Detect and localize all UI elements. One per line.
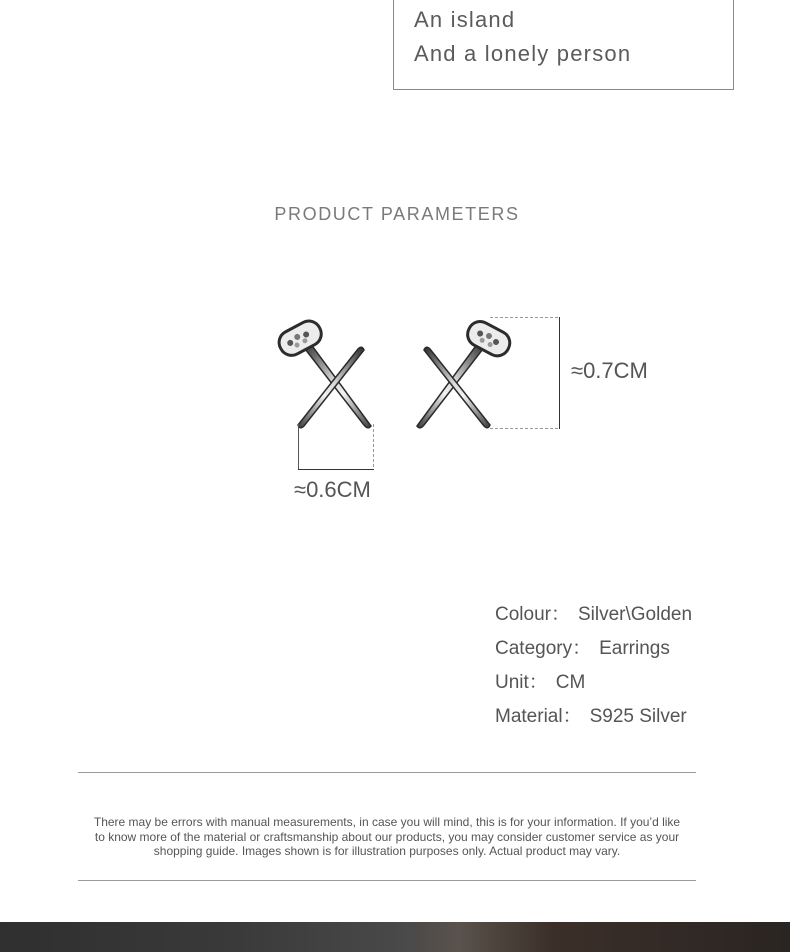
quote-line-1: An island (414, 7, 516, 32)
quote-box (393, 0, 734, 90)
quote-line-2: And a lonely person (414, 41, 632, 66)
product-figure (0, 300, 790, 520)
right-earring (417, 317, 514, 427)
spec-label: Colour： (495, 604, 570, 625)
spec-value: Earrings (599, 638, 670, 659)
spec-row-category (495, 634, 692, 668)
left-earring (275, 317, 371, 428)
width-dimension-label: ≈0.6CM (294, 477, 371, 502)
section-title: PRODUCT PARAMETERS (274, 204, 520, 224)
spec-row-material (495, 702, 692, 736)
spec-label: Unit： (495, 672, 548, 693)
spec-value: Silver\Golden (577, 604, 693, 625)
width-dimension-bracket (298, 424, 374, 470)
spec-value: CM (555, 672, 586, 693)
model-photo-strip (0, 922, 790, 952)
spec-list (495, 600, 692, 736)
divider-bottom (78, 880, 696, 881)
spec-row-colour (495, 600, 692, 634)
spec-row-unit (495, 668, 692, 702)
divider-top (78, 772, 696, 773)
earrings-illustration (0, 300, 790, 520)
spec-value: S925 Silver (589, 706, 687, 727)
spec-label: Material： (495, 706, 582, 727)
height-dimension-label: ≈0.7CM (571, 358, 648, 383)
disclaimer-text: There may be errors with manual measurements, in case you will mind, this is for your information. If you’d like to know more of the material or craftsmanship about our products, you may consider customer service as your shopping guide. Images shown is for illustration purposes only. Actual product may vary. (93, 815, 681, 859)
spec-label: Category： (495, 638, 592, 659)
